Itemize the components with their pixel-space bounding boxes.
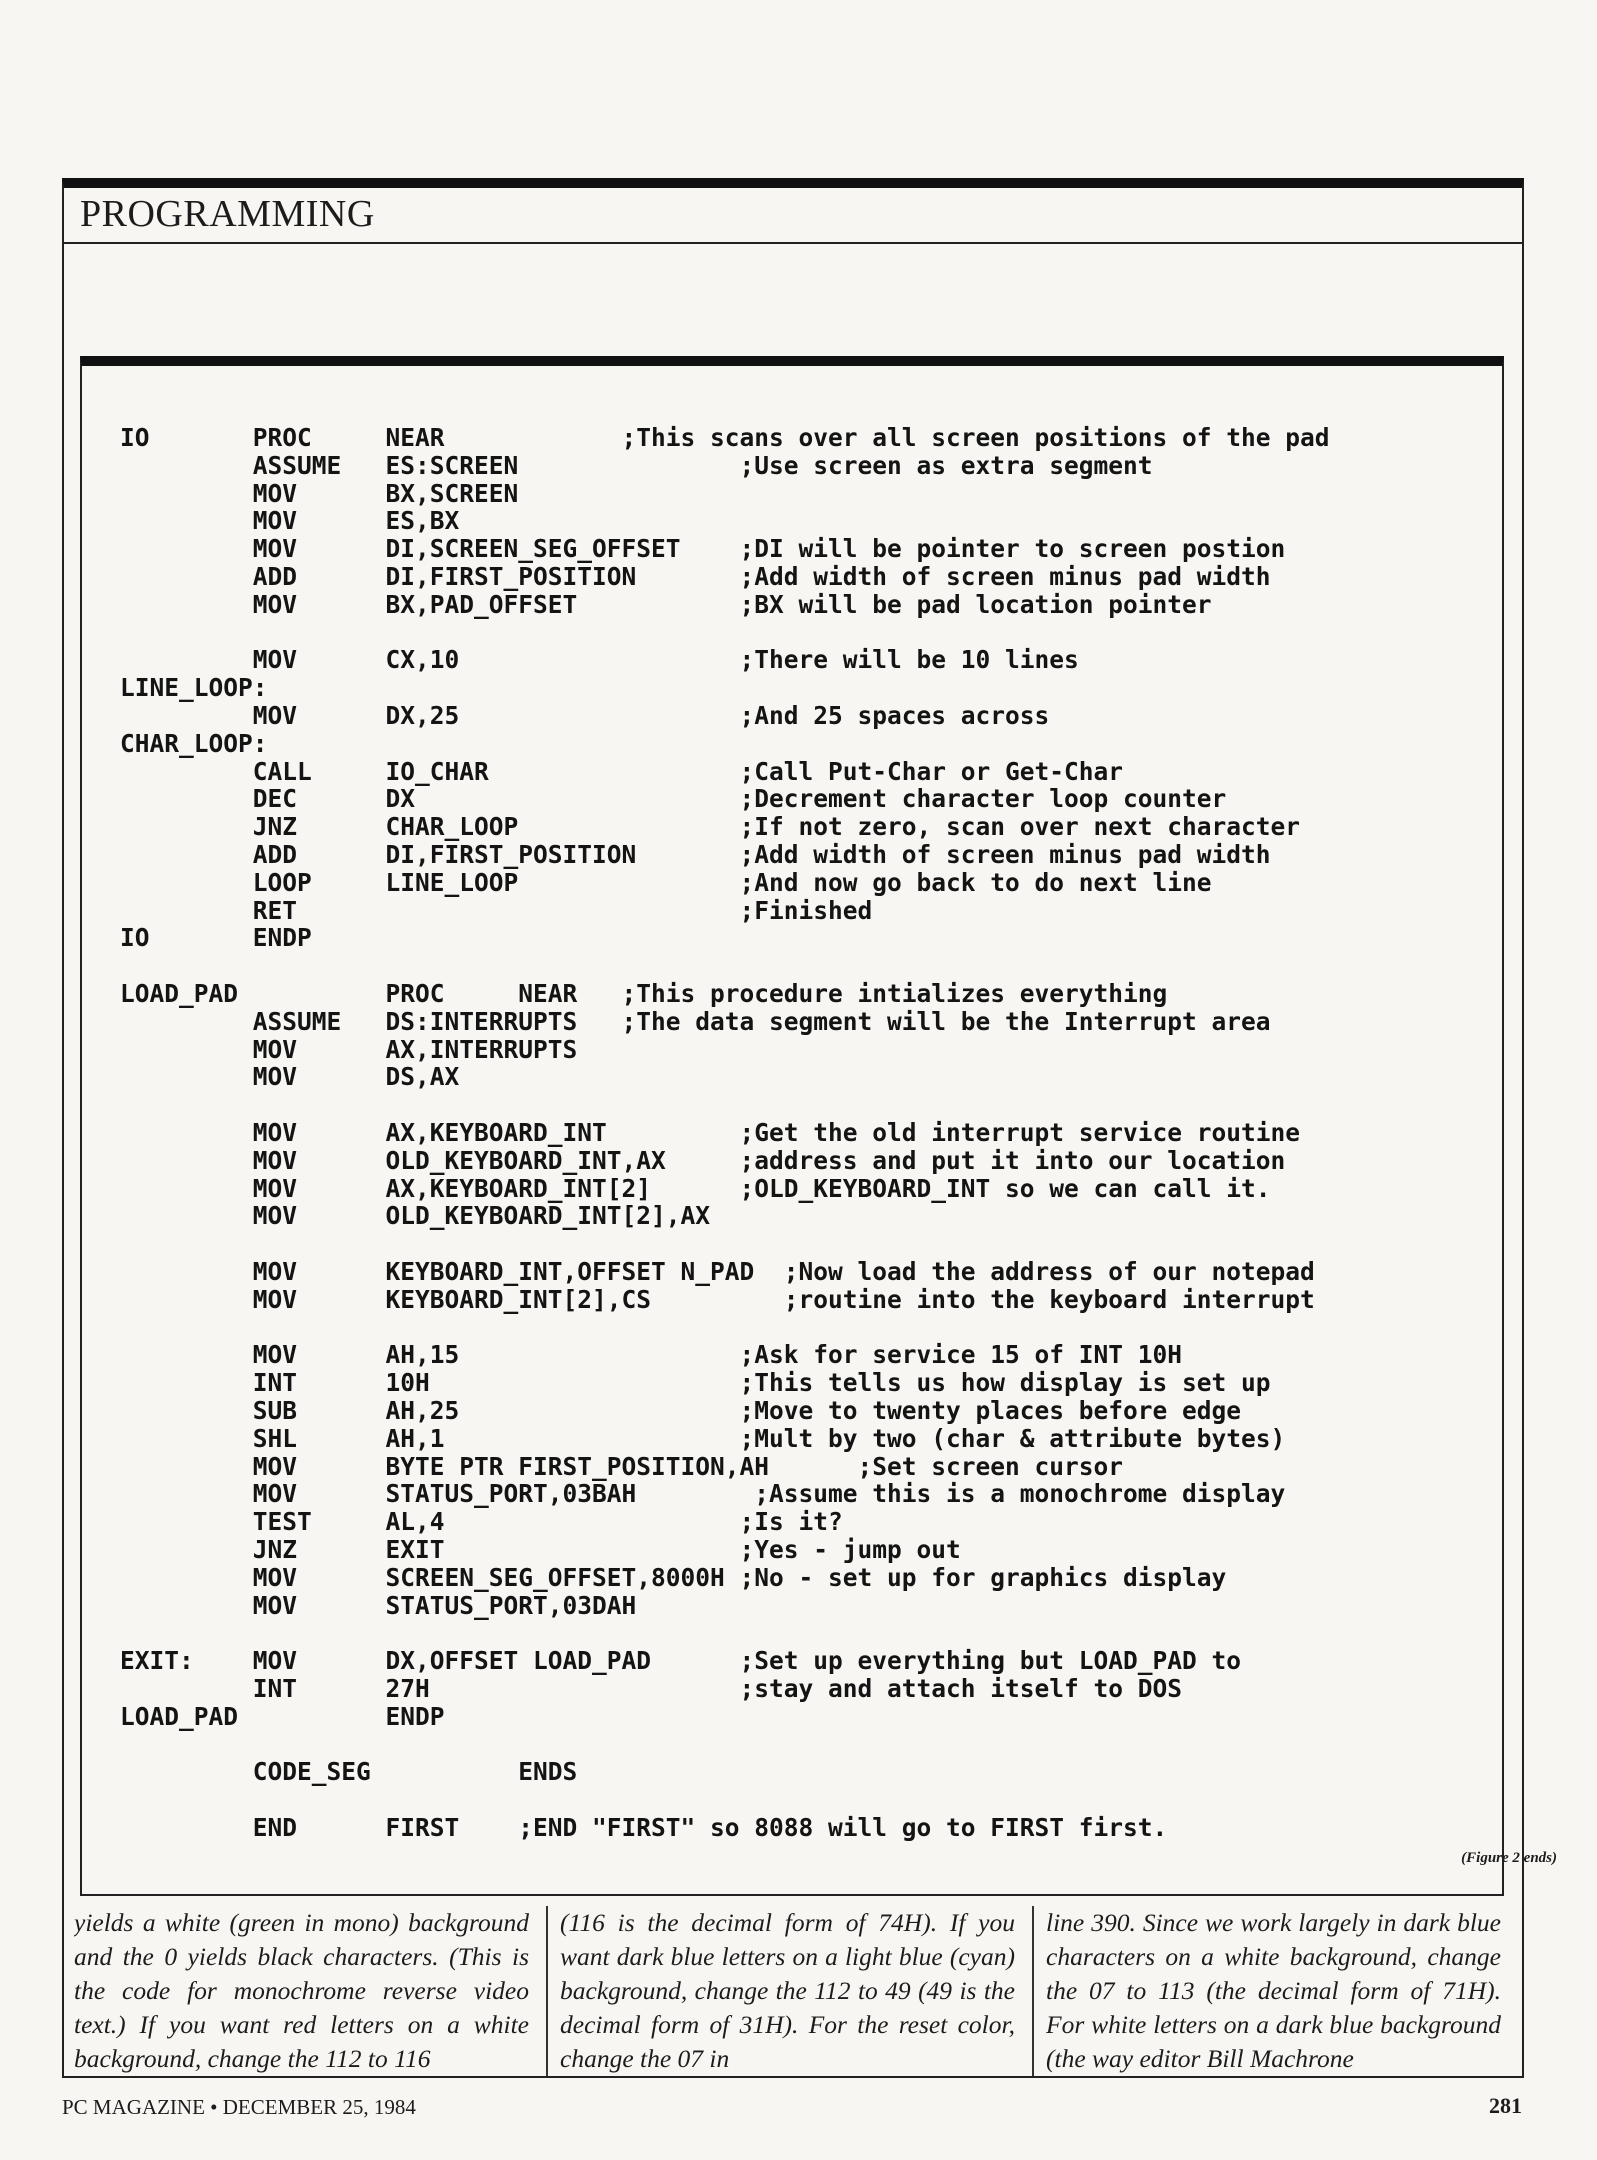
code-line: MOV AH,15 ;Ask for service 15 of INT 10H	[120, 1340, 1183, 1370]
code-line: MOV ES,BX	[120, 506, 460, 536]
code-line: IO ENDP	[120, 923, 312, 953]
section-title: PROGRAMMING	[80, 193, 375, 235]
code-line: EXIT: MOV DX,OFFSET LOAD_PAD ;Set up everything but LOAD_PAD to	[120, 1646, 1242, 1676]
code-line: MOV SCREEN_SEG_OFFSET,8000H ;No - set up for graphics display	[120, 1562, 1227, 1592]
figure-caption: (Figure 2 ends)	[1461, 1850, 1557, 1866]
code-line: CODE_SEG ENDS	[120, 1757, 578, 1787]
footer-page-number: 281	[1489, 2093, 1522, 2118]
code-line: MOV BYTE PTR FIRST_POSITION,AH ;Set screen cursor	[120, 1451, 1124, 1481]
section-header-bar	[64, 188, 1522, 244]
code-line: MOV BX,SCREEN	[120, 478, 519, 508]
code-line: MOV DI,SCREEN_SEG_OFFSET ;DI will be pointer to screen postion	[120, 534, 1286, 564]
code-line: MOV BX,PAD_OFFSET ;BX will be pad location pointer	[120, 589, 1212, 619]
code-line: ASSUME DS:INTERRUPTS ;The data segment will be the Interrupt area	[120, 1006, 1271, 1036]
code-line: MOV DS,AX	[120, 1062, 460, 1092]
code-line: CALL IO_CHAR ;Call Put-Char or Get-Char	[120, 756, 1124, 786]
code-line: SUB AH,25 ;Move to twenty places before edge	[120, 1396, 1242, 1425]
code-line: TEST AL,4 ;Is it?	[120, 1507, 843, 1537]
code-line: INT 10H ;This tells us how display is set up	[120, 1368, 1271, 1398]
code-line: END FIRST ;END "FIRST" so 8088 will go to FIRST first.	[120, 1813, 1168, 1842]
code-line: JNZ CHAR_LOOP ;If not zero, scan over next character	[120, 812, 1301, 842]
code-line: MOV KEYBOARD_INT,OFFSET N_PAD ;Now load the address of our notepad	[120, 1257, 1315, 1286]
footer-publication: PC MAGAZINE • DECEMBER 25, 1984	[62, 2095, 416, 2119]
code-line: MOV AX,KEYBOARD_INT ;Get the old interrupt service routine	[120, 1118, 1301, 1147]
code-line: INT 27H ;stay and attach itself to DOS	[120, 1674, 1183, 1703]
code-line: LOAD_PAD ENDP	[120, 1701, 445, 1731]
code-line: MOV AX,KEYBOARD_INT[2] ;OLD_KEYBOARD_INT so we can call it.	[120, 1173, 1271, 1203]
code-line: IO PROC NEAR ;This scans over all screen positions of the pad	[120, 423, 1330, 452]
body-column-1: yields a white (green in mono) background and the 0 yields black characters. (This is the code for monochrome reverse video text.) If you want red letters on a white background, change the 112 to 116	[74, 1908, 529, 2073]
code-line: RET ;Finished	[120, 895, 873, 925]
code-line: MOV OLD_KEYBOARD_INT[2],AX	[120, 1201, 711, 1231]
code-line: LOAD_PAD PROC NEAR ;This procedure intializes everything	[120, 979, 1168, 1008]
code-line: LOOP LINE_LOOP ;And now go back to do next line	[120, 867, 1212, 897]
code-line: CHAR_LOOP:	[120, 728, 268, 758]
code-line: LINE_LOOP:	[120, 673, 268, 703]
code-line: MOV STATUS_PORT,03BAH ;Assume this is a monochrome display	[120, 1479, 1286, 1509]
body-column-2: (116 is the decimal form of 74H). If you want dark blue letters on a light blue (cyan) background, change the 112 to 49 (49 is the decimal form of 31H). For the reset color, change the 07 in	[560, 1908, 1015, 2073]
body-column-3: line 390. Since we work largely in dark blue characters on a white background, change the 07 to 113 (the decimal form of 71H). For white letters on a dark blue background (the way editor Bill Machrone	[1046, 1908, 1501, 2073]
code-line: SHL AH,1 ;Mult by two (char & attribute bytes)	[120, 1423, 1286, 1453]
code-line: JNZ EXIT ;Yes - jump out	[120, 1535, 961, 1564]
code-line: ADD DI,FIRST_POSITION ;Add width of screen minus pad width	[120, 840, 1271, 869]
code-line: ADD DI,FIRST_POSITION ;Add width of screen minus pad width	[120, 562, 1271, 591]
code-line: ASSUME ES:SCREEN ;Use screen as extra segment	[120, 450, 1153, 480]
column-divider	[1032, 1906, 1034, 2076]
code-line: MOV KEYBOARD_INT[2],CS ;routine into the keyboard interrupt	[120, 1284, 1315, 1314]
code-line: MOV OLD_KEYBOARD_INT,AX ;address and put it into our location	[120, 1145, 1286, 1175]
code-line: MOV AX,INTERRUPTS	[120, 1034, 578, 1064]
column-divider	[546, 1906, 548, 2076]
code-listing	[120, 424, 1500, 1864]
code-line: DEC DX ;Decrement character loop counter	[120, 784, 1227, 814]
code-line: MOV STATUS_PORT,03DAH	[120, 1590, 637, 1620]
code-line: MOV CX,10 ;There will be 10 lines	[120, 645, 1079, 675]
code-line: MOV DX,25 ;And 25 spaces across	[120, 701, 1050, 730]
